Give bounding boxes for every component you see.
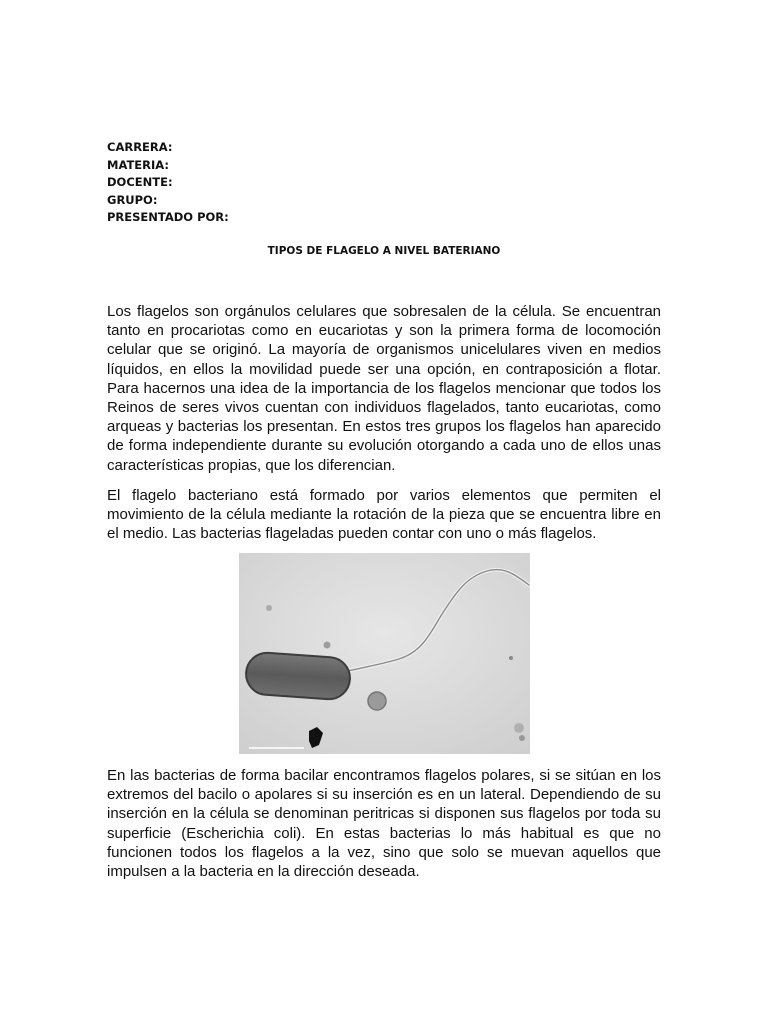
materia-label: MATERIA:: [107, 157, 169, 172]
particle: [368, 692, 386, 710]
grupo-label: GRUPO:: [107, 192, 158, 207]
bacterium-micrograph: [239, 553, 530, 754]
docente-label: DOCENTE:: [107, 175, 173, 190]
carrera-label: CARRERA:: [107, 140, 173, 154]
document-title: TIPOS DE FLAGELO A NIVEL BATERIANO: [267, 245, 501, 257]
bacterial-cell: [245, 651, 352, 700]
paragraph-flagelo-bacteriano: El flagelo bacteriano está formado por varios elementos que permiten el movimiento de la célula mediante la rotación de la pieza que se encuentra libre en el medio. Las bacterias flageladas pueden contar con uno o más flagelos.: [107, 487, 661, 543]
paragraph-flagelos-polares: En las bacterias de forma bacilar encontramos flagelos polares, si se sitúan en los extremos del bacilo o apolares si su inserción es en un lateral. Dependiendo de su inserción en la célula se denominan peritricas si disponen sus flagelos por toda su superficie (Escherichia coli). En estas bacterias lo más habitual es que no funcionen todos los flagelos a la vez, sino que solo se muevan aquellos que impulsen a la bacteria en la dirección deseada.: [107, 767, 661, 881]
scale-bar: [249, 747, 304, 749]
presentado-por-label: PRESENTADO POR:: [107, 210, 229, 225]
paragraph-intro: Los flagelos son orgánulos celulares que sobresalen de la célula. Se encuentran tanto en procariotas como en eucariotas y son la primera forma de locomoción celular que se originó. La mayoría de organismos unicelulares viven en medios líquidos, en ellos la movilidad puede ser una opción, en contraposición a flotar. Para hacernos una idea de la importancia de los flagelos mencionar que todos los Reinos de seres vivos cuentan con individuos flagelados, tanto eucariotas, como arqueas y bacterias los presentan. En estos tres grupos los flagelos han aparecido de forma independiente durante su evolución otorgando a cada uno de ellos unas características propias, que los diferencian.: [107, 303, 661, 474]
header-fields: [107, 139, 229, 227]
